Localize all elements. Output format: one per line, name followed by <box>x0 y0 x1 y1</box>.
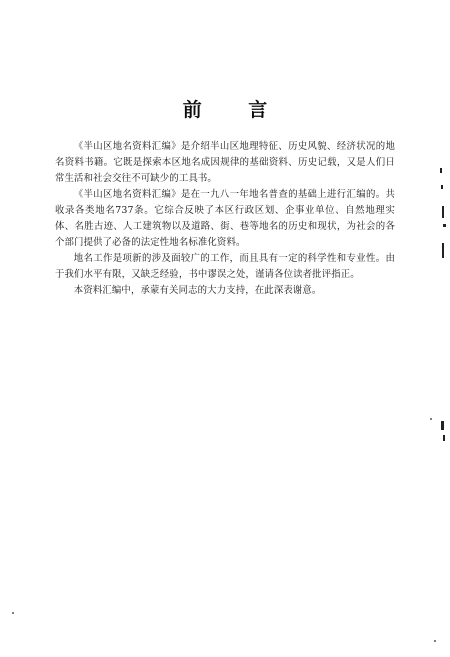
paragraph-apology: 地名工作是项新的涉及面较广的工作，而且具有一定的科学性和专业性。由于我们水平有限，又缺乏经验，书中谬误之处，谨请各位读者批评指正。 <box>55 253 395 280</box>
scan-edge-mark <box>442 243 444 258</box>
paragraph-intro: 《半山区地名资料汇编》是介绍半山区地理特征、历史风貌、经济状况的地名资料书籍。它既是探索本区地名成因规律的基础资料、历史记载，又是人们日常生活和社会交往不可缺少的工具书。 <box>55 141 395 184</box>
page-title: 前 言 <box>182 99 288 121</box>
scan-speck <box>430 418 432 420</box>
scan-edge-mark <box>442 206 444 218</box>
paragraph-thanks: 本资料汇编中，承蒙有关同志的大力支持，在此深表谢意。 <box>73 285 322 296</box>
paragraph-compilation: 《半山区地名资料汇编》是在一九八一年地名普查的基础上进行汇编的。共收录各类地名737条。它综合反映了本区行政区划、企事业单位、自然地理实体、名胜古迹、人工建筑物以及道路、街、巷等地名的历史和现状，为社会的各个部门提供了必备的法定性地名标准化资料。 <box>55 189 395 248</box>
scan-edge-mark <box>443 435 445 441</box>
preface-body <box>55 139 395 299</box>
scan-speck <box>434 640 436 642</box>
scan-speck <box>12 612 14 614</box>
scan-edge-mark <box>441 421 444 430</box>
scan-edge-mark <box>443 224 446 227</box>
scan-edge-mark <box>440 168 442 173</box>
scan-edge-mark <box>441 185 443 189</box>
